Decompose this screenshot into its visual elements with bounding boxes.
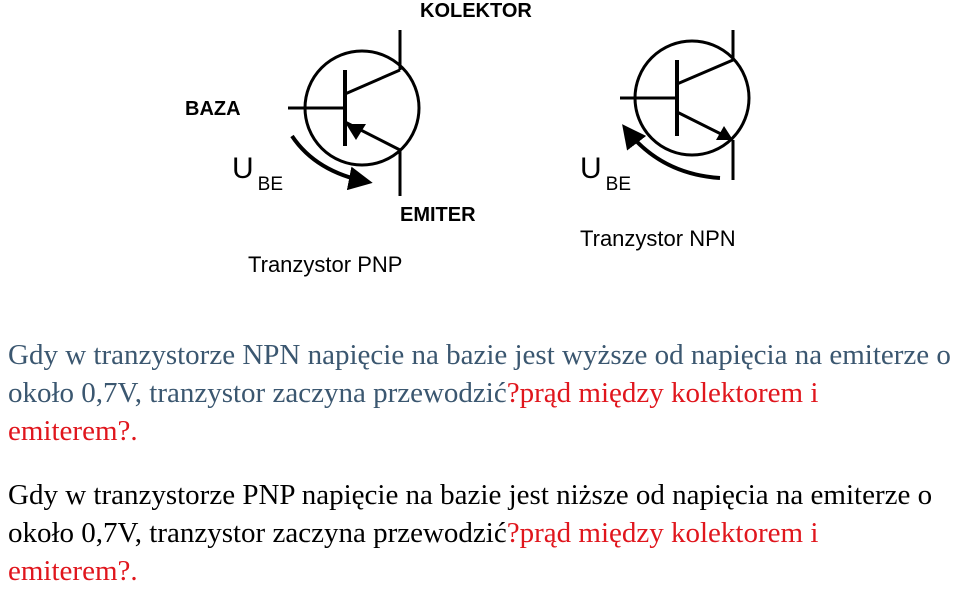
base-label: BAZA [185,98,241,120]
npn-paragraph-text: Gdy w tranzystorze NPN napięcie na bazie jest wyższe od napięcia na emiterze o około 0,7V, tranzystor zaczyna przewodzić [8,339,951,409]
npn-explanation-paragraph [8,336,953,450]
collector-label: KOLEKTOR [420,0,532,22]
npn-ube-label [580,152,631,196]
npn-ube-sub: BE [605,174,632,195]
emitter-label: EMITER [400,204,476,226]
npn-collector-diagonal [677,60,733,84]
pnp-paragraph-highlight: ?prąd między kolektorem i emiterem?. [8,517,819,587]
npn-caption: Tranzystor NPN [580,226,736,251]
npn-paragraph-highlight: ?prąd między kolektorem i emiterem?. [8,377,819,447]
npn-transistor-symbol [620,30,749,180]
pnp-paragraph-text: Gdy w tranzystorze PNP napięcie na bazie jest niższe od napięcia na emiterze o około 0,7V, tranzystor zaczyna przewodzić [8,479,933,549]
pnp-collector-diagonal [345,70,400,94]
pnp-ube-u: U [232,152,254,185]
pnp-ube-label [232,152,283,196]
pnp-transistor-symbol [288,30,419,196]
pnp-caption: Tranzystor PNP [248,252,403,277]
pnp-ube-arrow [292,136,368,182]
pnp-explanation-paragraph [8,476,953,590]
pnp-ube-sub: BE [257,174,284,195]
npn-ube-u: U [580,152,602,185]
